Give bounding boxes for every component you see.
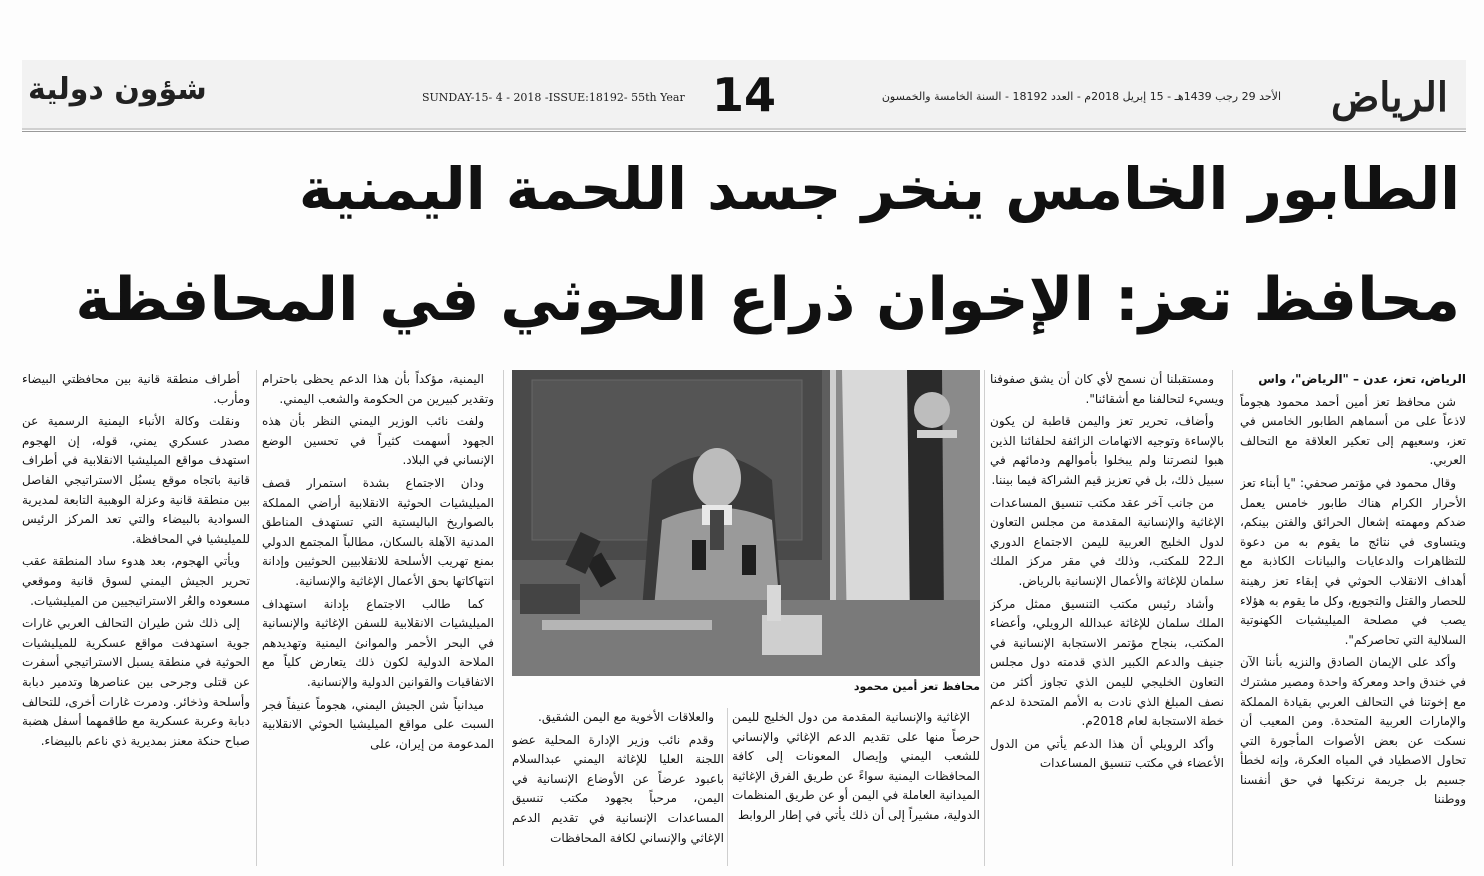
header-divider xyxy=(22,131,1466,132)
column-divider xyxy=(503,370,504,866)
paragraph: اليمنية، مؤكداً بأن هذا الدعم يحظى باحترام وتقدير كبيرين من الحكومة والشعب اليمني. xyxy=(262,372,494,406)
paragraph: ويأتي الهجوم، بعد هدوء ساد المنطقة عقب تحرير الجيش اليمني لسوق قانية وموقعي مسعوده والعُر الاستراتيجيين من الميليشيات. xyxy=(22,554,250,608)
page-number: 14 xyxy=(712,68,777,122)
column-divider xyxy=(984,370,985,866)
main-headline: الطابور الخامس ينخر جسد اللحمة اليمنية xyxy=(298,155,1460,223)
article-column-3 xyxy=(732,708,980,870)
paragraph: الإغاثية والإنسانية المقدمة من دول الخليج لليمن حرصاً منها على تقديم الدعم الإغاثي والإنساني للشعب اليمني وإيصال المعونات إلى كافة المحافظات اليمنية سواءً عن طريق الفرق الإغاثية الميدانية العاملة في اليمن أو عن طريق المنظمات الدولية، مشيراً إلى أن ذلك يأتي في إطار الروابط xyxy=(732,710,980,822)
section-title: شؤون دولية xyxy=(28,72,207,107)
column-divider xyxy=(1232,370,1233,866)
paragraph: من جانب آخر عقد مكتب تنسيق المساعدات الإغاثية والإنسانية المقدمة من مجلس التعاون لدول الخليج العربية لليمن الاجتماع الدوري الـ22 للمكتب، وذلك في مقر مركز الملك سلمان للإغاثة والأعمال الإنسانية بالرياض. xyxy=(990,495,1224,588)
paragraph: وقدم نائب وزير الإدارة المحلية عضو اللجنة العليا للإغاثة اليمني عبدالسلام باعبود عرضاً عن الأوضاع الإنسانية في اليمن، مرحباً بجهود مكتب تنسيق المساعدات الإنسانية في تقديم الدعم الإغاثي والإنساني لكافة المحافظات xyxy=(512,732,724,845)
paragraph: وأضاف، تحرير تعز واليمن قاطبة لن يكون بالإساءة وتوجيه الاتهامات الزائفة لحلفائنا الذين هبوا لنصرتنا ولم يبخلوا بأموالهم ودمائهم في سبيل ذلك، بل في تعزيز قيم الشراكة فيما بيننا. xyxy=(990,414,1224,487)
paragraph: وقال محمود في مؤتمر صحفي: "يا أبناء تعز الأحرار الكرام هناك طابور خامس يعمل ضدكم ومهمته إشعال الحرائق والفتن بينكم، ويتساوى في نتائج ما يقوم به من دعوة للتظاهرات والدعايات والبيانات الكاذبة مع أهداف الانقلاب الحوثي في إبقاء تعز رهينة للحصار والقتل والتجويع، وكل ما يقوم به هؤلاء يصب في مصلحة الميليشيات الكهنوتية السلالية التي تحاصركم". xyxy=(1240,475,1466,647)
column-divider xyxy=(256,370,257,866)
press-conference-illustration xyxy=(512,370,980,676)
article-column-5 xyxy=(262,370,494,870)
column-divider xyxy=(727,708,728,866)
paragraph: وأكد الرويلي أن هذا الدعم يأتي من الدول الأعضاء في مكتب تنسيق المساعدات xyxy=(990,736,1224,771)
masthead-bar xyxy=(22,60,1466,130)
newspaper-logo: الرياض xyxy=(1330,74,1448,121)
article-column-6 xyxy=(22,370,250,870)
paragraph: والعلاقات الأخوية مع اليمن الشقيق. xyxy=(538,710,714,724)
article-column-1 xyxy=(1240,370,1466,870)
paragraph: شن محافظ تعز أمين أحمد محمود هجوماً لاذعاً على من أسماهم الطابور الخامس في تعز، وسعيهم إلى تعكير العلاقة مع التحالف العربي. xyxy=(1240,394,1466,468)
sub-headline: محافظ تعز: الإخوان ذراع الحوثي في المحافظة xyxy=(75,265,1460,335)
dateline: الرياض، تعز، عدن – "الرياض"، واس xyxy=(1258,372,1466,386)
paragraph: ودان الاجتماع بشدة استمرار قصف الميليشيات الحوثية الانقلابية أراضي المملكة بالصواريخ الباليستية التي تستهدف المناطق المدنية الآهلة بالسكان، مطالباً المجتمع الدولي بمنع تهريب الأسلحة للانقلابيين الحوثيين وإدانة انتهاكاتها بحق الأعمال الإغاثية والإنسانية. xyxy=(262,475,494,588)
issue-date-arabic: الأحد 29 رجب 1439هـ - 15 إبريل 2018م - العدد 18192 - السنة الخامسة والخمسون xyxy=(881,90,1281,103)
paragraph: أطراف منطقة قانية بين محافظتي البيضاء ومأرب. xyxy=(22,372,250,406)
governor-photo xyxy=(512,370,980,676)
paragraph: كما طالب الاجتماع بإدانة استهداف الميليشيات الانقلابية للسفن الإغاثية والإنسانية في البحر الأحمر والموانئ اليمنية وتهديدهم الملاحة الدولية لكون ذلك يتعارض كلياً مع الاتفاقيات والقوانين الدولية والإنسانية. xyxy=(262,596,494,689)
paragraph: وأكد على الإيمان الصادق والنزيه بأننا الآن في خندق واحد ومعركة واحدة ومصير مشترك مع إخوتنا في التحالف العربي بقيادة المملكة والإمارات العربية المتحدة. ومن المعيب أن نسكت عن بعض الأصوات المأجورة التي تحاول الاصطياد في المياه العكرة، وإنه لخطأ جسيم بل جريمة نرتكبها في حق أنفسنا ووطننا xyxy=(1240,655,1466,807)
paragraph: إلى ذلك شن طيران التحالف العربي غارات جوية استهدفت مواقع عسكرية للميليشيات الحوثية في منطقة يسبل الاستراتيجي أسفرت عن قتلى وجرحى بين عناصرها وتدمير دبابة وأسلحة وذخائر. ودمرت غارات أخرى، للتحالف دبابة وعربة عسكرية مع طاقمهما أسفل هضبة صباح حنكة معنز بمديرية ذي ناعم بالبيضاء. xyxy=(22,616,250,748)
article-column-4 xyxy=(512,708,724,870)
paragraph: ومستقبلنا أن نسمح لأي كان أن يشق صفوفنا ويسيء لتحالفنا مع أشقائنا". xyxy=(990,372,1224,406)
paragraph: وأشاد رئيس مكتب التنسيق ممثل مركز الملك سلمان للإغاثة عبدالله الرويلي، وأعضاء المكتب، بنجاح مؤتمر الاستجابة الإنسانية في جنيف والدعم الكبير الذي قدمته دول مجلس التعاون الخليجي لليمن الذي تجاوز أكثر من نصف المبلغ الذي نادت به الأمم المتحدة لدعم خطة الاستجابة لعام 2018م. xyxy=(990,596,1224,729)
issue-date-english: SUNDAY-15- 4 - 2018 -ISSUE:18192- 55th Year xyxy=(422,91,685,104)
paragraph: ميدانياً شن الجيش اليمني، هجوماً عنيفاً فجر السبت على مواقع الميليشيا الحوثي الانقلابية المدعومة من إيران، على xyxy=(262,697,494,751)
paragraph: ولفت نائب الوزير اليمني النظر بأن هذه الجهود أسهمت كثيراً في تحسين الوضع الإنساني في البلاد. xyxy=(262,414,494,468)
photo-caption: محافظ تعز أمين محمود xyxy=(853,680,980,693)
paragraph: ونقلت وكالة الأنباء اليمنية الرسمية عن مصدر عسكري يمني، قوله، إن الهجوم استهدف مواقع الميليشيا الانقلابية في أطراف قانية باتجاه موقع يسبُل الاستراتيجي الفاصل بين منطقة قانية وعزلة الوهبية التابعة لمديرية السوادية بالبيضاء والتي تعد المركز الرئيس للميليشيا في المحافظة. xyxy=(22,414,250,546)
article-column-2 xyxy=(990,370,1224,870)
